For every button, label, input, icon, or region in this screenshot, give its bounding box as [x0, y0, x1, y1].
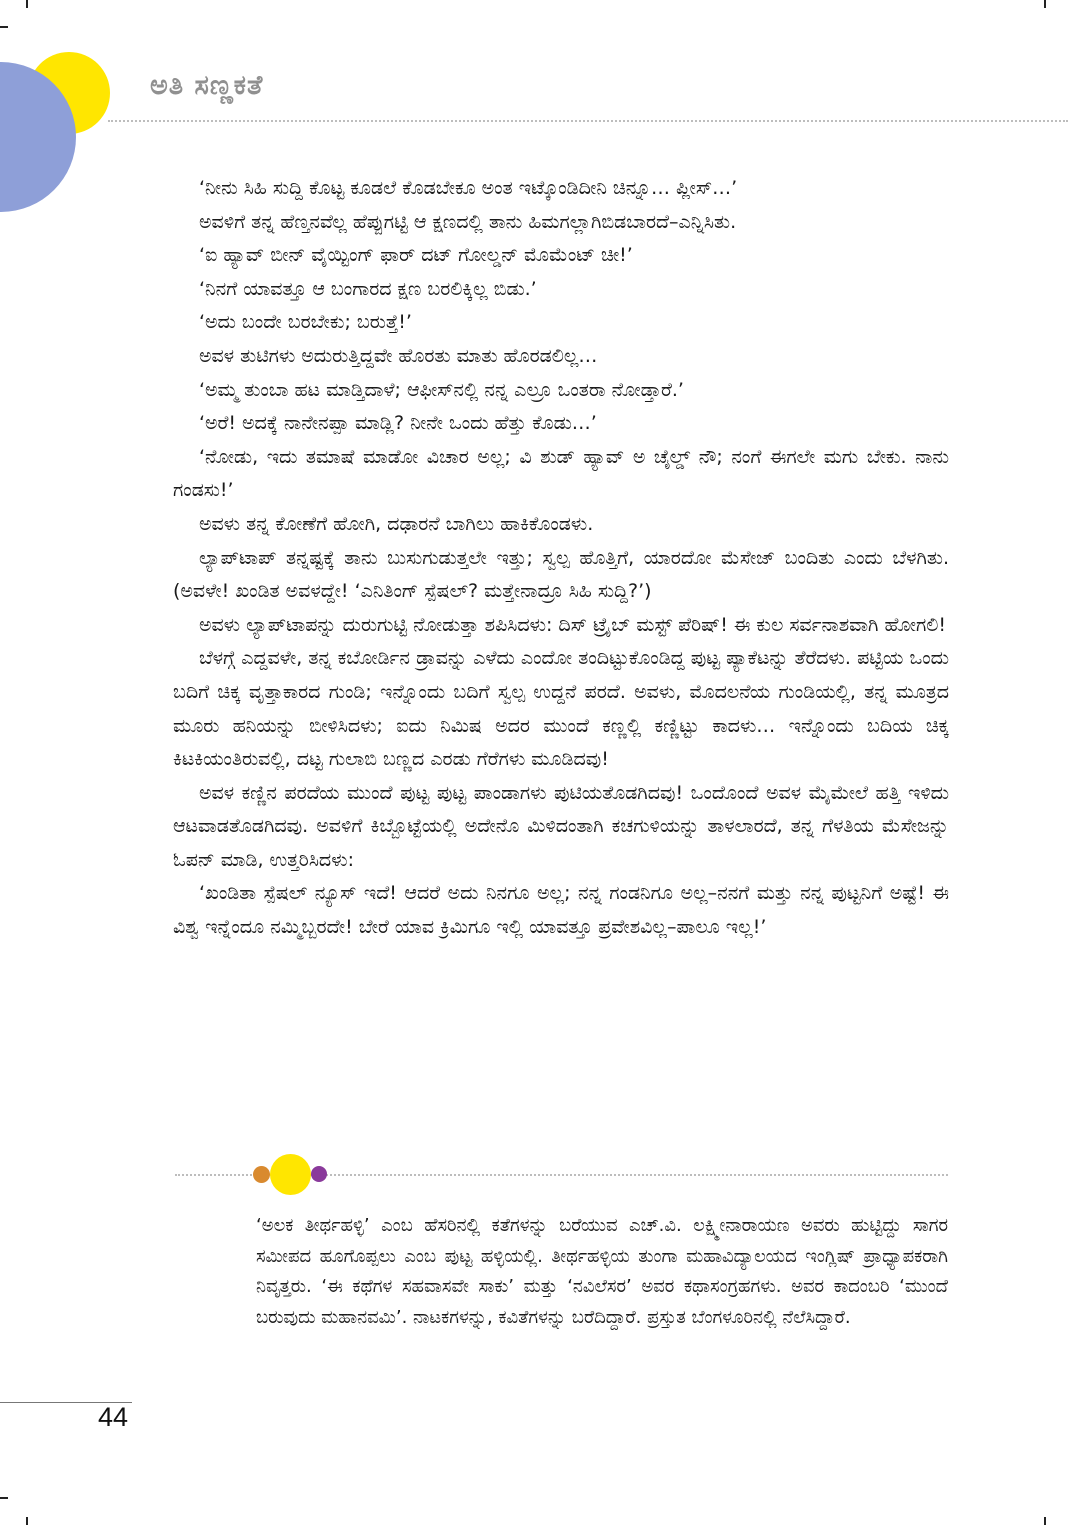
divider-yellow-dot: [270, 1154, 311, 1195]
page-number: 44: [98, 1402, 129, 1432]
crop-mark-top-right: [1044, 0, 1046, 8]
story-paragraph: ಅವಳಿಗೆ ತನ್ನ ಹೆಣ್ತನವೆಲ್ಲ ಹೆಪ್ಪುಗಟ್ಟಿ ಆ ಕ್ಷಣದಲ್ಲಿ ತಾನು ಹಿಮಗಲ್ಲಾಗಿಬಿಡಬಾರದೆ–ಎನ್ನಿಸಿತು.: [199, 210, 737, 233]
crop-mark-bottom-right: [1044, 1517, 1046, 1525]
crop-mark-left-upper: [0, 26, 8, 28]
author-bio: ‘ಅಲಕ ತೀರ್ಥಹಳ್ಳಿ’ ಎಂಬ ಹೆಸರಿನಲ್ಲಿ ಕತೆಗಳನ್ನು ಬರೆಯುವ ಎಚ್.ವಿ. ಲಕ್ಷ್ಮೀನಾರಾಯಣ ಅವರು ಹುಟ್ಟಿದ್ದು ಸಾಗರ ಸಮೀಪದ ಹೂಗೊಪ್ಪಲು ಎಂಬ ಪುಟ್ಟ ಹಳ್ಳಿಯಲ್ಲಿ. ತೀರ್ಥಹಳ್ಳಿಯ ತುಂಗಾ ಮಹಾವಿದ್ಯಾಲಯದ ಇಂಗ್ಲಿಷ್ ಪ್ರಾಧ್ಯಾಪಕರಾಗಿ ನಿವೃತ್ತರು. ‘ಈ ಕಥೆಗಳ ಸಹವಾಸವೇ ಸಾಕು’ ಮತ್ತು ‘ನವಿಲೆಸರ’ ಅವರ ಕಥಾಸಂಗ್ರಹಗಳು. ಅವರ ಕಾದಂಬರಿ ‘ಮುಂದೆ ಬರುವುದು ಮಹಾನವಮಿ’. ನಾಟಕಗಳನ್ನು, ಕವಿತೆಗಳನ್ನು ಬರೆದಿದ್ದಾರೆ. ಪ್ರಸ್ತುತ ಬೆಂಗಳೂರಿನಲ್ಲಿ ನೆಲೆಸಿದ್ದಾರೆ.: [256, 1215, 948, 1328]
story-paragraph: ಅವಳ ಕಣ್ಣಿನ ಪರದೆಯ ಮುಂದೆ ಪುಟ್ಟ ಪುಟ್ಟ ಪಾಂಡಾಗಳು ಪುಟಿಯತೊಡಗಿದವು! ಒಂದೊಂದೆ ಅವಳ ಮೈಮೇಲೆ ಹತ್ತಿ ಇಳಿದು ಆಟವಾಡತೊಡಗಿದವು. ಅವಳಿಗೆ ಕಿಬ್ಬೊಟ್ಟೆಯಲ್ಲಿ ಅದೇನೊ ಮಿಳಿದಂತಾಗಿ ಕಚಗುಳಿಯನ್ನು ತಾಳಲಾರದೆ, ತನ್ನ ಗೆಳತಿಯ ಮೆಸೇಜನ್ನು ಓಪನ್ ಮಾಡಿ, ಉತ್ತರಿಸಿದಳು:: [173, 781, 949, 871]
story-paragraph: ಲ್ಯಾಪ್‌ಟಾಪ್ ತನ್ನಷ್ಟಕ್ಕೆ ತಾನು ಬುಸುಗುಡುತ್ತಲೇ ಇತ್ತು; ಸ್ವಲ್ಪ ಹೊತ್ತಿಗೆ, ಯಾರದೋ ಮೆಸೇಜ್ ಬಂದಿತು ಎಂದು ಬೆಳಗಿತು. (ಅವಳೇ! ಖಂಡಿತ ಅವಳದ್ದೇ! ‘ಎನಿತಿಂಗ್ ಸ್ಪೆಷಲ್? ಮತ್ತೇನಾದ್ರೂ ಸಿಹಿ ಸುದ್ದಿ?’): [173, 546, 949, 603]
crop-mark-bottom-left: [26, 1517, 28, 1525]
story-paragraph: ‘ನಿನಗೆ ಯಾವತ್ತೂ ಆ ಬಂಗಾರದ ಕ್ಷಣ ಬರಲಿಕ್ಕಿಲ್ಲ ಬಿಡು.’: [199, 277, 537, 300]
story-paragraph: ‘ನೀನು ಸಿಹಿ ಸುದ್ದಿ ಕೊಟ್ಟ ಕೂಡಲೆ ಕೊಡಬೇಕೂ ಅಂತ ಇಟ್ಕೊಂಡಿದೀನಿ ಚಿನ್ನೂ… ಪ್ಲೀಸ್…’: [199, 177, 738, 199]
story-paragraph: ‘ಅದು ಬಂದೇ ಬರಬೇಕು; ಬರುತ್ತೆ!’: [199, 311, 412, 334]
story-paragraph: ಬೆಳಗ್ಗೆ ಎದ್ದವಳೇ, ತನ್ನ ಕಬೋರ್ಡಿನ ಡ್ರಾವನ್ನು ಎಳೆದು ಎಂದೋ ತಂದಿಟ್ಟುಕೊಂಡಿದ್ದ ಪುಟ್ಟ ಪ್ಯಾಕೆಟನ್ನು ತೆರೆದಳು. ಪಟ್ಟಿಯ ಒಂದು ಬದಿಗೆ ಚಿಕ್ಕ ವೃತ್ತಾಕಾರದ ಗುಂಡಿ; ಇನ್ನೊಂದು ಬದಿಗೆ ಸ್ವಲ್ಪ ಉದ್ದನೆ ಪರದೆ. ಅವಳು, ಮೊದಲನೆಯ ಗುಂಡಿಯಲ್ಲಿ, ತನ್ನ ಮೂತ್ರದ ಮೂರು ಹನಿಯನ್ನು ಬೀಳಿಸಿದಳು; ಐದು ನಿಮಿಷ ಅದರ ಮುಂದೆ ಕಣ್ಣಲ್ಲಿ ಕಣ್ಣಿಟ್ಟು ಕಾದಳು… ಇನ್ನೊಂದು ಬದಿಯ ಚಿಕ್ಕ ಕಿಟಕಿಯಂತಿರುವಲ್ಲಿ, ದಟ್ಟ ಗುಲಾಬಿ ಬಣ್ಣದ ಎರಡು ಗೆರೆಗಳು ಮೂಡಿದವು!: [173, 647, 949, 771]
header-dotted-rule: [108, 120, 1068, 122]
story-paragraph: ಅವಳು ತನ್ನ ಕೋಣೆಗೆ ಹೋಗಿ, ದಢಾರನೆ ಬಾಗಿಲು ಹಾಕಿಕೊಂಡಳು.: [199, 512, 594, 535]
story-paragraph: ಅವಳು ಲ್ಯಾಪ್‌ಟಾಪನ್ನು ದುರುಗುಟ್ಟಿ ನೋಡುತ್ತಾ ಶಪಿಸಿದಳು: ದಿಸ್ ಟ್ರೈಬ್ ಮಸ್ಟ್ ಪೆರಿಷ್! ಈ ಕುಲ ಸರ್ವನಾಶವಾಗಿ ಹೋಗಲಿ!: [199, 613, 946, 636]
section-title: ಅತಿ ಸಣ್ಣಕತೆ: [150, 70, 264, 101]
divider-orange-dot: [253, 1166, 270, 1183]
story-paragraph: ‘ಅರೆ! ಅದಕ್ಕೆ ನಾನೇನಪ್ಪಾ ಮಾಡ್ಲಿ? ನೀನೇ ಒಂದು ಹೆತ್ತು ಕೊಡು…’: [199, 412, 597, 435]
divider-purple-dot: [311, 1166, 327, 1182]
story-body: [173, 172, 949, 945]
story-paragraph: ಅವಳ ತುಟಿಗಳು ಅದುರುತ್ತಿದ್ದವೇ ಹೊರತು ಮಾತು ಹೊರಡಲಿಲ್ಲ…: [199, 344, 598, 367]
story-paragraph: ‘ಅಮ್ಮ ತುಂಬಾ ಹಟ ಮಾಡ್ತಿದಾಳೆ; ಆಫೀಸ್‌ನಲ್ಲಿ ನನ್ನ ಎಲ್ರೂ ಒಂತರಾ ನೋಡ್ತಾರೆ.’: [199, 378, 684, 401]
crop-mark-top-left: [26, 0, 28, 8]
story-paragraph: ‘ಖಂಡಿತಾ ಸ್ಪೆಷಲ್ ನ್ಯೂಸ್ ಇದೆ! ಆದರೆ ಅದು ನಿನಗೂ ಅಲ್ಲ; ನನ್ನ ಗಂಡನಿಗೂ ಅಲ್ಲ–ನನಗೆ ಮತ್ತು ನನ್ನ ಪುಟ್ಟನಿಗೆ ಅಷ್ಟೆ! ಈ ವಿಶ್ವ ಇನ್ನೆಂದೂ ನಮ್ಮಿಬ್ಬರದೇ! ಬೇರೆ ಯಾವ ಕ್ರಿಮಿಗೂ ಇಲ್ಲಿ ಯಾವತ್ತೂ ಪ್ರವೇಶವಿಲ್ಲ–ಪಾಲೂ ಇಲ್ಲ!’: [173, 882, 949, 939]
crop-mark-left-lower: [0, 1497, 8, 1499]
story-paragraph: ‘ನೋಡು, ಇದು ತಮಾಷೆ ಮಾಡೋ ವಿಚಾರ ಅಲ್ಲ; ವಿ ಶುಡ್ ಹ್ಯಾವ್ ಅ ಚೈಲ್ಡ್ ನೌ; ನಂಗೆ ಈಗಲೇ ಮಗು ಬೇಕು. ನಾನು ಗಂಡಸು!’: [173, 445, 949, 502]
story-paragraph: ‘ಐ ಹ್ಯಾವ್ ಬೀನ್ ವೈಯ್ಟಿಂಗ್ ಫಾರ್ ದಟ್ ಗೋಲ್ಡನ್ ಮೊಮೆಂಟ್ ಚೀ!’: [199, 244, 633, 267]
